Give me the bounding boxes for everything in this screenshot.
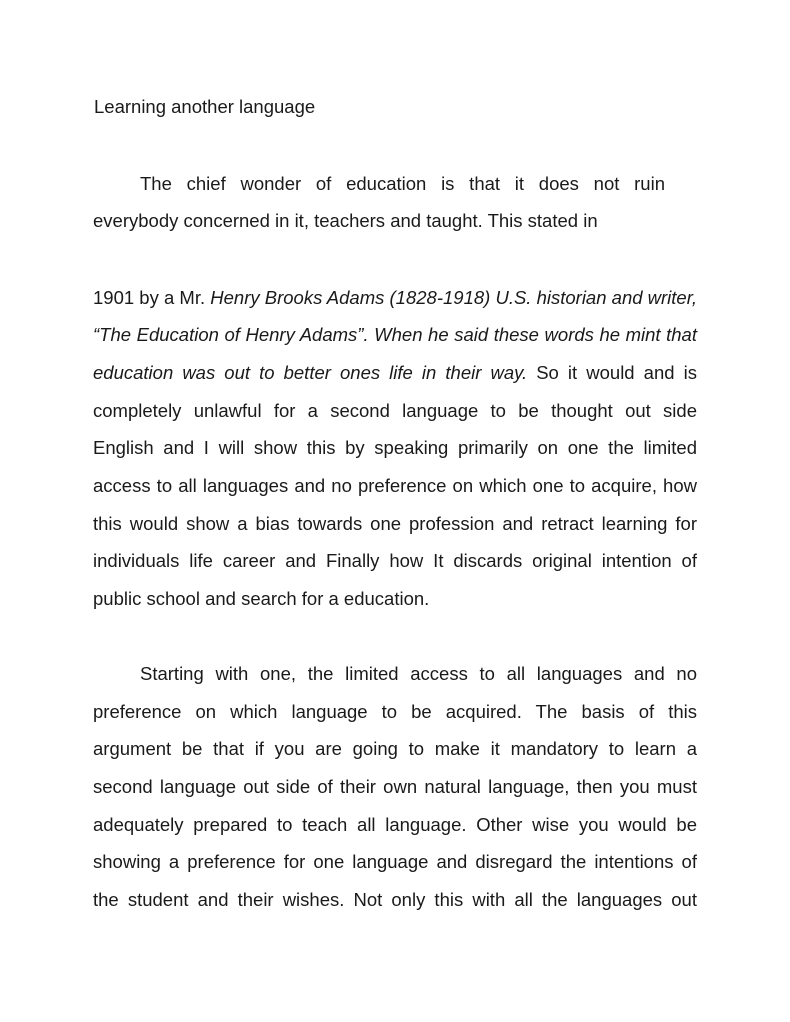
document-title: Learning another language <box>94 96 316 117</box>
para3-line2: preference on which language to be acquired. The basis of this <box>93 701 697 722</box>
para3-line6: showing a preference for one language and disregard the intentions of <box>93 851 697 872</box>
para3-line4: second language out side of their own natural language, then you must <box>93 776 697 797</box>
para1-line1: The chief wonder of education is that it does not ruin <box>140 173 665 194</box>
para2-line3-plain: So it would and is <box>527 362 697 383</box>
para2-line2: “The Education of Henry Adams”. When he said these words he mint that <box>93 324 697 345</box>
para2-line4: completely unlawful for a second language to be thought out side <box>93 400 697 421</box>
para3-line7: the student and their wishes. Not only this with all the languages out <box>93 889 697 910</box>
para2-line3-italic: education was out to better ones life in their way. <box>93 362 528 383</box>
para2-line5: English and I will show this by speaking primarily on one the limited <box>93 437 697 458</box>
para2-line1-plain: 1901 by a Mr. <box>93 287 211 308</box>
para2-line8: individuals life career and Finally how It discards original intention of <box>93 550 697 571</box>
para3-line3: argument be that if you are going to make it mandatory to learn a <box>93 738 697 759</box>
para2-line9: public school and search for a education. <box>93 588 430 609</box>
para2-line1-italic: Henry Brooks Adams (1828-1918) U.S. historian and writer, <box>210 287 698 308</box>
para3-line5: adequately prepared to teach all language. Other wise you would be <box>93 814 697 835</box>
para2-line6: access to all languages and no preference on which one to acquire, how <box>93 475 697 496</box>
para3-line1: Starting with one, the limited access to all languages and no <box>140 663 697 684</box>
para2-line7: this would show a bias towards one profession and retract learning for <box>93 513 697 534</box>
para2-line1 <box>93 286 697 310</box>
para1-line2: everybody concerned in it, teachers and taught. This stated in <box>93 210 598 231</box>
para2-line3 <box>93 361 697 385</box>
